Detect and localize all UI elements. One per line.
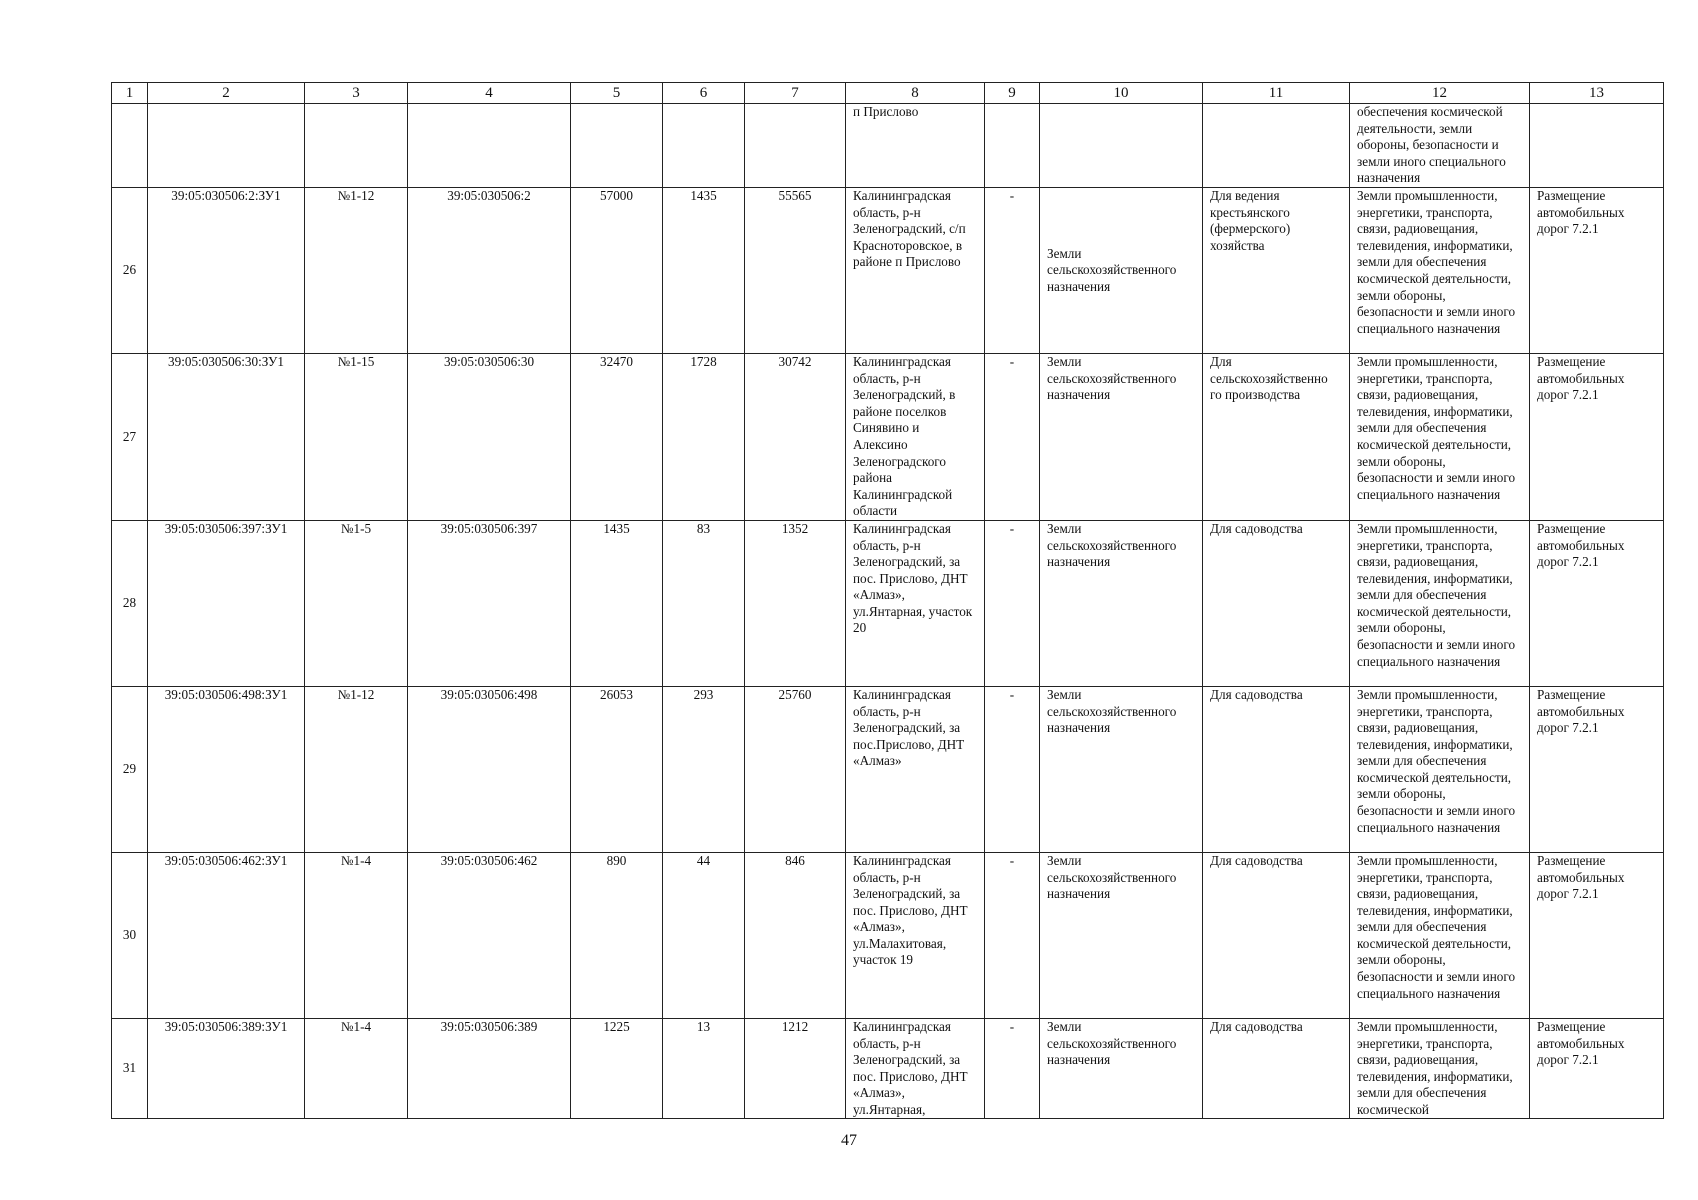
- area-total: 32470: [571, 353, 663, 520]
- land-category-cell: Земли сельскохозяйственного назначения: [1040, 1018, 1203, 1119]
- permitted-use-cell: Для садоводства: [1203, 852, 1350, 1018]
- address-cell: п Прислово: [846, 104, 985, 188]
- area-seized: 1435: [663, 187, 745, 353]
- col9-cell: -: [985, 353, 1040, 520]
- cadastral-number-plot: [148, 104, 305, 188]
- col9-cell: -: [985, 187, 1040, 353]
- table-row: [112, 520, 1664, 686]
- area-total: [571, 104, 663, 188]
- land-category-cell: [1040, 104, 1203, 188]
- address-cell: Калининградская область, р-н Зеленоградский, за пос. Прислово, ДНТ «Алмаз», ул.Янтарная, участок 20: [846, 520, 985, 686]
- table-row: [112, 1018, 1664, 1119]
- land-category-cell: Земли сельскохозяйственного назначения: [1040, 686, 1203, 852]
- source-cadastral-number: [408, 104, 571, 188]
- permitted-use-cell: Для ведения крестьянского (фермерского) хозяйства: [1203, 187, 1350, 353]
- new-use-cell: Размещение автомобильных дорог 7.2.1: [1530, 520, 1664, 686]
- table-row: [112, 686, 1664, 852]
- col9-cell: [985, 104, 1040, 188]
- new-use-cell: Размещение автомобильных дорог 7.2.1: [1530, 187, 1664, 353]
- permitted-use-cell: Для сельскохозяйственно го производства: [1203, 353, 1350, 520]
- area-remaining: 846: [745, 852, 846, 1018]
- new-use-cell: Размещение автомобильных дорог 7.2.1: [1530, 852, 1664, 1018]
- header-cell: 11: [1203, 83, 1350, 104]
- area-seized: 44: [663, 852, 745, 1018]
- header-row: [112, 83, 1664, 104]
- contour-number: №1-12: [305, 187, 408, 353]
- source-cadastral-number: 39:05:030506:389: [408, 1018, 571, 1119]
- header-cell: 1: [112, 83, 148, 104]
- header-cell: 4: [408, 83, 571, 104]
- new-category-cell: Земли промышленности, энергетики, транспорта, связи, радиовещания, телевидения, информатики, земли для обеспечения космической: [1350, 1018, 1530, 1119]
- col9-cell: -: [985, 1018, 1040, 1119]
- source-cadastral-number: 39:05:030506:498: [408, 686, 571, 852]
- area-remaining: [745, 104, 846, 188]
- table-row: [112, 104, 1664, 188]
- table-row: [112, 353, 1664, 520]
- new-use-cell: Размещение автомобильных дорог 7.2.1: [1530, 686, 1664, 852]
- new-category-cell: Земли промышленности, энергетики, транспорта, связи, радиовещания, телевидения, информатики, земли для обеспечения космической деятельности, земли обороны, безопасности и земли иного специального назначения: [1350, 353, 1530, 520]
- cadastral-number-plot: 39:05:030506:2:ЗУ1: [148, 187, 305, 353]
- col9-cell: -: [985, 686, 1040, 852]
- area-remaining: 1212: [745, 1018, 846, 1119]
- area-seized: [663, 104, 745, 188]
- new-use-cell: Размещение автомобильных дорог 7.2.1: [1530, 353, 1664, 520]
- address-cell: Калининградская область, р-н Зеленоградский, в районе поселков Синявино и Алексино Зеленоградского района Калининградской области: [846, 353, 985, 520]
- area-remaining: 55565: [745, 187, 846, 353]
- contour-number: №1-12: [305, 686, 408, 852]
- new-category-cell: Земли промышленности, энергетики, транспорта, связи, радиовещания, телевидения, информатики, земли для обеспечения космической деятельности, земли обороны, безопасности и земли иного специального назначения: [1350, 852, 1530, 1018]
- source-cadastral-number: 39:05:030506:397: [408, 520, 571, 686]
- header-cell: 12: [1350, 83, 1530, 104]
- area-seized: 83: [663, 520, 745, 686]
- header-cell: 13: [1530, 83, 1664, 104]
- contour-number: №1-15: [305, 353, 408, 520]
- area-remaining: 1352: [745, 520, 846, 686]
- row-number: 28: [112, 520, 148, 686]
- area-total: 26053: [571, 686, 663, 852]
- area-total: 57000: [571, 187, 663, 353]
- page-number: 47: [841, 1132, 857, 1149]
- row-number: 31: [112, 1018, 148, 1119]
- source-cadastral-number: 39:05:030506:462: [408, 852, 571, 1018]
- land-category-cell: Земли сельскохозяйственного назначения: [1040, 520, 1203, 686]
- cadastral-number-plot: 39:05:030506:462:ЗУ1: [148, 852, 305, 1018]
- header-cell: 3: [305, 83, 408, 104]
- address-cell: Калининградская область, р-н Зеленоградский, за пос. Прислово, ДНТ «Алмаз», ул.Янтарная,: [846, 1018, 985, 1119]
- area-remaining: 25760: [745, 686, 846, 852]
- permitted-use-cell: Для садоводства: [1203, 520, 1350, 686]
- permitted-use-cell: Для садоводства: [1203, 686, 1350, 852]
- cadastral-number-plot: 39:05:030506:397:ЗУ1: [148, 520, 305, 686]
- header-cell: 8: [846, 83, 985, 104]
- contour-number: №1-4: [305, 852, 408, 1018]
- area-remaining: 30742: [745, 353, 846, 520]
- source-cadastral-number: 39:05:030506:30: [408, 353, 571, 520]
- land-plots-table: [111, 82, 1664, 1119]
- cadastral-number-plot: 39:05:030506:30:ЗУ1: [148, 353, 305, 520]
- new-use-cell: Размещение автомобильных дорог 7.2.1: [1530, 1018, 1664, 1119]
- area-seized: 293: [663, 686, 745, 852]
- address-cell: Калининградская область, р-н Зеленоградский, за пос. Прислово, ДНТ «Алмаз», ул.Малахитовая, участок 19: [846, 852, 985, 1018]
- new-category-cell: Земли промышленности, энергетики, транспорта, связи, радиовещания, телевидения, информатики, земли для обеспечения космической деятельности, земли обороны, безопасности и земли иного специального назначения: [1350, 686, 1530, 852]
- header-cell: 9: [985, 83, 1040, 104]
- cadastral-number-plot: 39:05:030506:498:ЗУ1: [148, 686, 305, 852]
- permitted-use-cell: Для садоводства: [1203, 1018, 1350, 1119]
- land-category-cell: Земли сельскохозяйственного назначения: [1040, 187, 1203, 353]
- new-use-cell: [1530, 104, 1664, 188]
- contour-number: №1-4: [305, 1018, 408, 1119]
- address-cell: Калининградская область, р-н Зеленоградский, за пос.Прислово, ДНТ «Алмаз»: [846, 686, 985, 852]
- area-seized: 1728: [663, 353, 745, 520]
- area-seized: 13: [663, 1018, 745, 1119]
- permitted-use-cell: [1203, 104, 1350, 188]
- area-total: 890: [571, 852, 663, 1018]
- row-number: 27: [112, 353, 148, 520]
- row-number: [112, 104, 148, 188]
- contour-number: №1-5: [305, 520, 408, 686]
- col9-cell: -: [985, 520, 1040, 686]
- row-number: 30: [112, 852, 148, 1018]
- cadastral-number-plot: 39:05:030506:389:ЗУ1: [148, 1018, 305, 1119]
- row-number: 29: [112, 686, 148, 852]
- header-cell: 5: [571, 83, 663, 104]
- contour-number: [305, 104, 408, 188]
- new-category-cell: Земли промышленности, энергетики, транспорта, связи, радиовещания, телевидения, информатики, земли для обеспечения космической деятельности, земли обороны, безопасности и земли иного специального назначения: [1350, 520, 1530, 686]
- new-category-cell: Земли промышленности, энергетики, транспорта, связи, радиовещания, телевидения, информатики, земли для обеспечения космической деятельности, земли обороны, безопасности и земли иного специального назначения: [1350, 187, 1530, 353]
- new-category-cell: обеспечения космической деятельности, земли обороны, безопасности и земли иного специального назначения: [1350, 104, 1530, 188]
- source-cadastral-number: 39:05:030506:2: [408, 187, 571, 353]
- header-cell: 6: [663, 83, 745, 104]
- land-category-cell: Земли сельскохозяйственного назначения: [1040, 353, 1203, 520]
- header-cell: 2: [148, 83, 305, 104]
- area-total: 1225: [571, 1018, 663, 1119]
- header-cell: 7: [745, 83, 846, 104]
- header-cell: 10: [1040, 83, 1203, 104]
- table-row: [112, 187, 1664, 353]
- area-total: 1435: [571, 520, 663, 686]
- address-cell: Калининградская область, р-н Зеленоградский, с/п Красноторовское, в районе п Прислово: [846, 187, 985, 353]
- land-category-cell: Земли сельскохозяйственного назначения: [1040, 852, 1203, 1018]
- col9-cell: -: [985, 852, 1040, 1018]
- row-number: 26: [112, 187, 148, 353]
- table-row: [112, 852, 1664, 1018]
